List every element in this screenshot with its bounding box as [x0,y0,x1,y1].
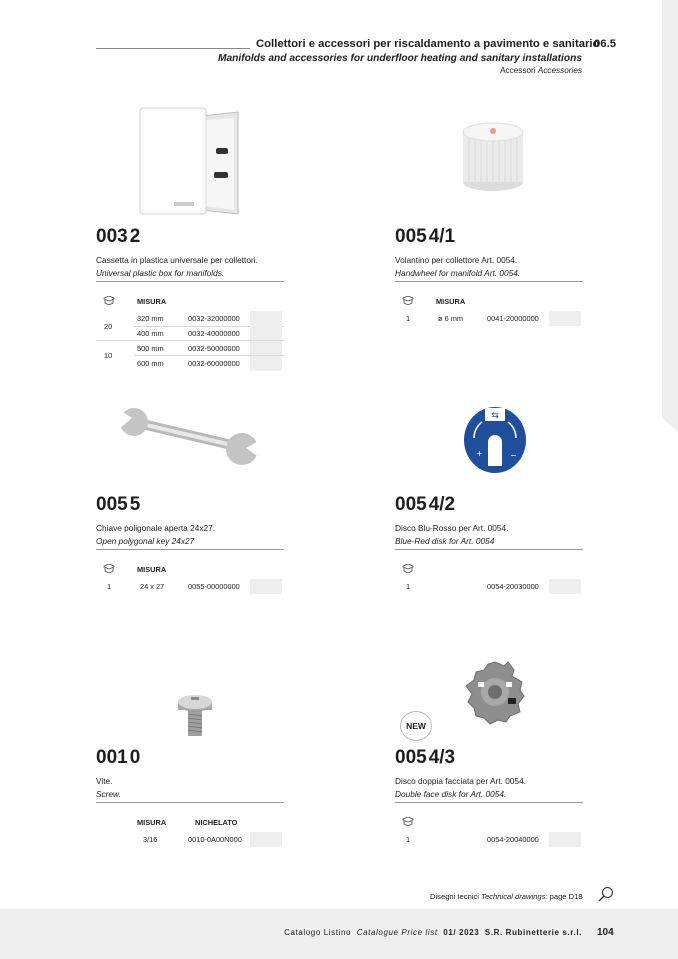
product-description-en: Screw. [96,789,121,799]
product-code: 005 5 [96,494,141,515]
plastic-box-image [138,106,240,218]
product-code: 005 4/2 [395,494,456,515]
price-cell [250,356,282,371]
column-header-size: MISURA [137,297,167,306]
product-rule [395,549,583,550]
double-face-disk-image [464,660,526,726]
product-code: 001 0 [96,747,141,768]
package-qty-icon [103,296,115,305]
open-wrench-image [118,406,260,468]
product-description-it: Disco Blu-Rosso per Art. 0054. [395,523,509,533]
product-description-en: Blue-Red disk for Art. 0054 [395,536,495,546]
product-0010 [96,747,284,847]
product-description-it: Vite. [96,776,113,786]
price-cell [250,832,282,847]
row-ref: 0032-40000000 [188,329,240,338]
product-rule [395,281,583,282]
handwheel-image [460,120,526,192]
product-description-it: Disco doppia facciata per Art. 0054. [395,776,526,786]
price-cell [549,579,581,594]
column-header-size: MISURA [436,297,466,306]
row-size: 400 mm [137,329,164,338]
product-description-it: Chiave poligonale aperta 24x27. [96,523,216,533]
search-icon[interactable] [598,886,614,902]
row-ref: 0032-32000000 [188,314,240,323]
product-description-en: Open polygonal key 24x27 [96,536,195,546]
header-subtitle: Accessori Accessories [500,66,582,75]
product-rule [96,549,284,550]
group-qty: 20 [104,322,113,331]
product-0055 [96,494,284,594]
package-qty-icon [402,564,414,573]
column-header-size: MISURA [137,818,167,827]
row-qty: 1 [406,314,411,323]
header-rule [96,48,250,49]
page-corner-tab [662,0,678,418]
row-size: 320 mm [137,314,164,323]
header-title-it: Collettori e accessori per riscaldamento a pavimento e sanitario [256,38,600,50]
package-qty-icon [402,296,414,305]
new-badge: NEW [400,711,432,741]
row-size: 600 mm [137,359,164,368]
row-size: 24 x 27 [140,582,165,591]
row-ref: 0054-20040000 [487,835,539,844]
row-qty: 1 [406,835,411,844]
row-ref: 0054-20030000 [487,582,539,591]
package-qty-icon [103,564,115,573]
product-0054-3 [395,747,583,847]
row-qty: 1 [107,582,112,591]
page-number: 104 [597,927,614,938]
svg-text:⇆: ⇆ [491,411,499,421]
row-ref: 0041-20000000 [487,314,539,323]
product-description-it: Cassetta in plastica universale per collettori. [96,255,258,265]
row-size: ø 6 mm [438,314,464,323]
svg-text:−: − [510,451,517,460]
row-ref: 0032-60000000 [188,359,240,368]
product-rule [96,802,284,803]
package-qty-icon [402,817,414,826]
price-cell [549,832,581,847]
column-header-finish: NICHELATO [195,818,238,827]
price-cell [250,341,282,356]
row-ref: 0032-50000000 [188,344,240,353]
product-description-en: Double face disk for Art. 0054. [395,789,507,799]
product-0054-1 [395,226,583,326]
product-code: 005 4/1 [395,226,456,247]
header-title-en: Manifolds and accessories for underfloor heating and sanitary installations [218,53,582,64]
product-description-en: Handwheel for manifold Art. 0054. [395,268,521,278]
product-description-it: Volantino per collettore Art. 0054. [395,255,518,265]
product-0032 [96,226,284,372]
product-0054-2 [395,494,583,594]
blue-red-disk-image [462,404,528,474]
section-number: 06.5 [594,38,616,50]
footer-catalogue-line: Catalogo Listino Catalogue Price list 01/ 2023 S.R. Rubinetterie s.r.l. [284,928,582,937]
technical-drawings-note: Disegni tecnici Technical drawings: page D18 [430,892,583,901]
row-size: 3/16 [143,835,158,844]
price-cell [250,311,282,326]
product-rule [96,281,284,282]
row-ref: 0010-0A00N000 [188,835,242,844]
group-qty: 10 [104,351,113,360]
product-description-en: Universal plastic box for manifolds. [96,268,225,278]
row-ref: 0055-00000000 [188,582,240,591]
screw-image [176,694,214,740]
price-cell [250,579,282,594]
price-cell [250,326,282,341]
product-rule [395,802,583,803]
row-qty: 1 [406,582,411,591]
product-code: 005 4/3 [395,747,456,768]
page-footer [0,909,678,959]
price-cell [549,311,581,326]
column-header-size: MISURA [137,565,167,574]
product-code: 003 2 [96,226,141,247]
svg-text:+: + [476,449,483,458]
row-size: 500 mm [137,344,164,353]
